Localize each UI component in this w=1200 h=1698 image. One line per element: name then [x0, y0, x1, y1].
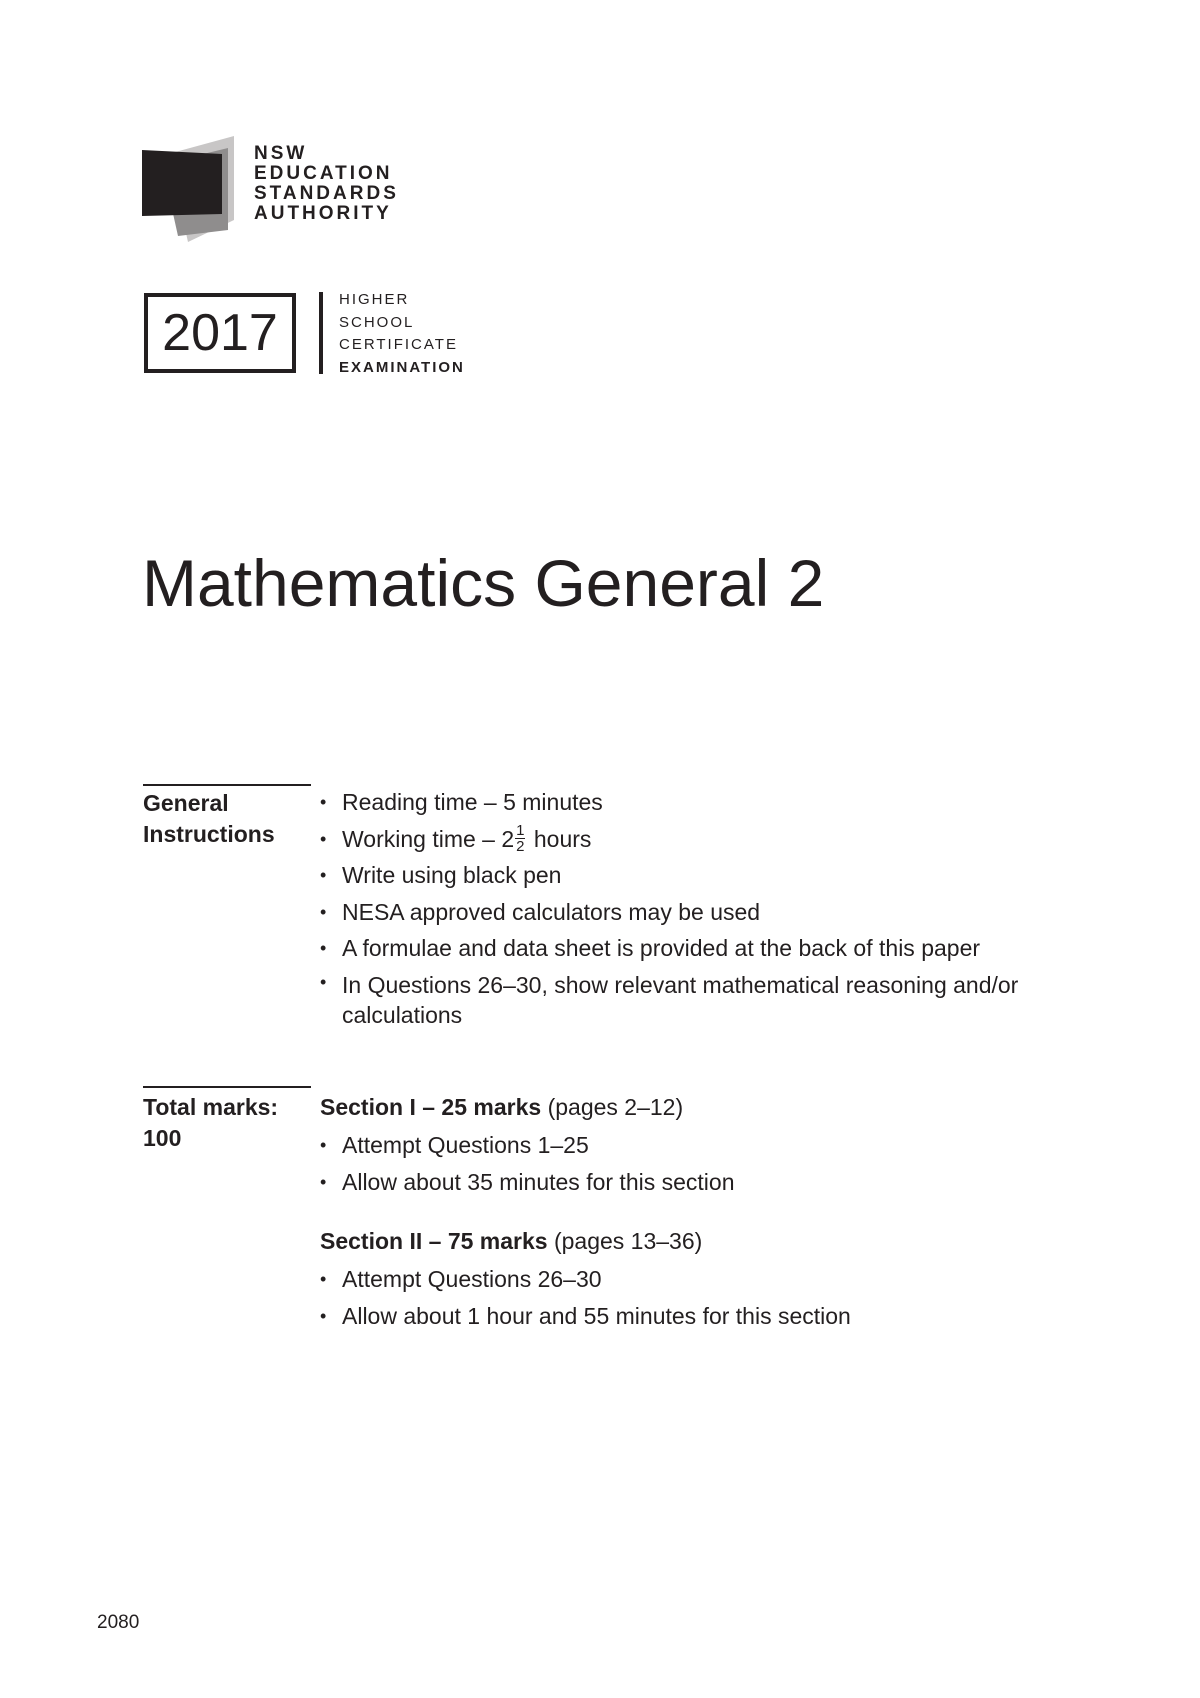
exam-line-certificate: CERTIFICATE: [339, 336, 458, 353]
logo-line-standards: STANDARDS: [254, 183, 399, 204]
exam-name: [339, 289, 465, 379]
logo-line-nsw: NSW: [254, 143, 308, 164]
instruction-reading-time: • Reading time – 5 minutes: [320, 784, 1082, 821]
section-2: [320, 1226, 851, 1334]
instruction-working-time: • Working time – 2 $\frac{1}{2}$ hours: [320, 821, 1082, 858]
instructions-rule: [143, 784, 311, 786]
instruction-show-reasoning: • In Questions 26–30, show relevant mathematical reasoning and/or calculations: [320, 967, 1082, 1030]
nesa-logo: [142, 134, 522, 249]
section-2-item: • Allow about 1 hour and 55 minutes for this section: [320, 1298, 851, 1335]
section-1: [320, 1092, 734, 1200]
general-instructions-label: General Instructions: [143, 790, 275, 847]
paper-code: 2080: [97, 1612, 140, 1633]
logo-wordmark: [254, 144, 399, 224]
instruction-formulae-sheet: • A formulae and data sheet is provided at the back of this paper: [320, 930, 1082, 967]
exam-line-school: SCHOOL: [339, 313, 415, 331]
general-instructions-list: [320, 784, 1082, 1030]
section-2-heading: Section II – 75 marks (pages 13–36): [320, 1228, 703, 1254]
section-1-item: • Allow about 35 minutes for this section: [320, 1164, 734, 1201]
section-2-item: • Attempt Questions 26–30: [320, 1261, 851, 1298]
total-marks-rule: [143, 1086, 311, 1088]
total-marks-label: Total marks: 100: [143, 1094, 279, 1151]
logo-line-education: EDUCATION: [254, 163, 393, 184]
fraction-half: $\frac{1}{2}$: [516, 821, 525, 855]
exam-year: 2017: [162, 304, 278, 362]
section-1-item: • Attempt Questions 1–25: [320, 1127, 734, 1164]
logo-line-authority: AUTHORITY: [254, 203, 392, 224]
instruction-black-pen: • Write using black pen: [320, 857, 1082, 894]
exam-divider: [319, 292, 323, 374]
exam-line-examination: EXAMINATION: [339, 358, 465, 376]
instruction-calculators: • NESA approved calculators may be used: [320, 894, 1082, 931]
exam-year-box: [144, 293, 296, 373]
nesa-logo-icon: [142, 134, 242, 249]
page-title: Mathematics General 2: [142, 546, 825, 620]
exam-line-higher: HIGHER: [339, 291, 410, 308]
section-1-heading: Section I – 25 marks (pages 2–12): [320, 1094, 684, 1120]
